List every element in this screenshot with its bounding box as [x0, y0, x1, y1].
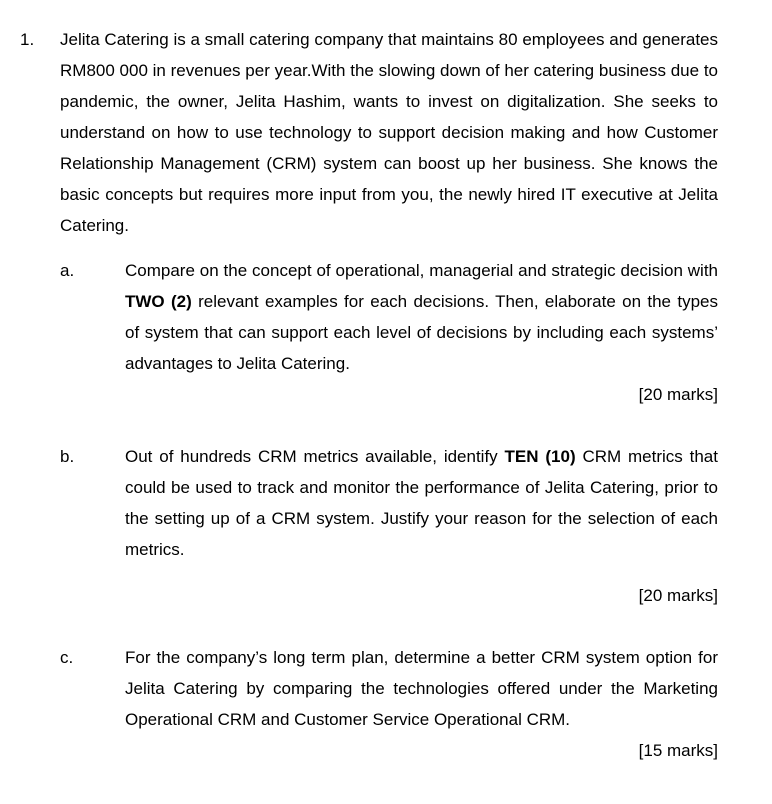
part-b-text-start: Out of hundreds CRM metrics available, identify — [125, 447, 505, 466]
part-a-text — [125, 255, 718, 379]
part-b-text — [125, 441, 718, 565]
part-b-emphasis: TEN (10) — [504, 447, 576, 466]
part-b-label: b. — [60, 447, 75, 466]
part-a-marks: [20 marks] — [638, 385, 718, 404]
part-a-text-end: relevant examples for each decisions. Then, elaborate on the types of system that can support each level of decisions by including each systems’ advantages to Jelita Catering. — [125, 292, 718, 373]
part-c-label: c. — [60, 648, 74, 667]
question-number: 1. — [20, 30, 35, 49]
part-b-text-end: CRM metrics that could be used to track and monitor the performance of Jelita Catering, prior to the setting up of a CRM system. Justify your reason for the selection of each metrics. — [125, 447, 718, 559]
part-c-text: For the company’s long term plan, determine a better CRM system option for Jelita Catering by comparing the technologies offered under the Marketing Operational CRM and Customer Service Operational CRM. — [125, 648, 718, 729]
part-c-marks: [15 marks] — [638, 741, 718, 760]
part-a-emphasis: TWO (2) — [125, 292, 192, 311]
question-text: Jelita Catering is a small catering company that maintains 80 employees and generates RM800 000 in revenues per year.With the slowing down of her catering business due to pandemic, the owner, Jelita Hashim, wants to invest on digitalization. She seeks to understand on how to use technology to support decision making and how Customer Relationship Management (CRM) system can boost up her business. She knows the basic concepts but requires more input from you, the newly hired IT executive at Jelita Catering. — [60, 30, 718, 235]
part-a-text-start: Compare on the concept of operational, managerial and strategic decision with — [125, 261, 718, 280]
part-a-label: a. — [60, 261, 75, 280]
part-b-marks: [20 marks] — [638, 586, 718, 605]
